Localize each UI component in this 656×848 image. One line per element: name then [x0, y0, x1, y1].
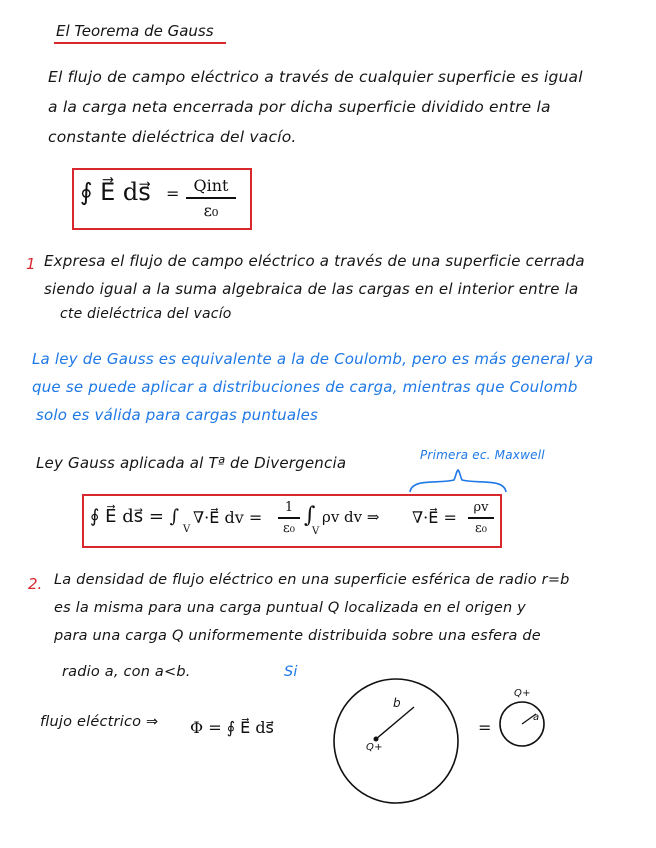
intro-line-1: El flujo de campo eléctrico a través de cualquier superficie es igual [48, 68, 583, 86]
maxwell-brace [408, 468, 508, 494]
intro-line-2: a la carga neta encerrada por dicha superficie dividido entre la [48, 98, 551, 116]
fraction-bar [468, 517, 494, 519]
divergence-fraction-1-den: ε₀ [283, 520, 295, 536]
point-2-line-4: radio a, con a<b. [62, 664, 191, 680]
divergence-fraction-1 [278, 500, 300, 536]
point-1-line-3: cte dieléctrica del vacío [60, 306, 232, 322]
gauss-formula-numerator: Qint [193, 176, 229, 195]
large-sphere-radius [376, 707, 414, 739]
blue-note-line-3: solo es válida para cargas puntuales [36, 406, 319, 424]
small-sphere-diagram [498, 700, 550, 752]
gauss-formula-fraction [186, 176, 236, 220]
divergence-fraction-2 [468, 500, 494, 536]
divergence-fraction-1-num: 1 [284, 500, 294, 515]
divergence-part-5: ∇·E⃗ = [412, 508, 457, 527]
point-2-si: Si [284, 664, 298, 680]
page-title: El Teorema de Gauss [56, 22, 214, 40]
intro-line-3: constante dieléctrica del vacío. [48, 128, 297, 146]
blue-note-line-2: que se puede aplicar a distribuciones de carga, mientras que Coulomb [32, 378, 578, 396]
title-underline [54, 42, 226, 44]
point-2-line-1: La densidad de flujo eléctrico en una superficie esférica de radio r=b [54, 572, 570, 588]
divergence-part-4: ρv dv ⇒ [322, 508, 380, 526]
divergence-part-2: ∇·E⃗ dv = [193, 508, 263, 527]
large-sphere-charge-label: Q+ [366, 742, 383, 753]
divergence-subscript-v2: V [312, 526, 320, 537]
divergence-fraction-2-den: ε₀ [475, 520, 487, 536]
gauss-formula-equals: = [166, 184, 180, 203]
small-sphere-charge-label: Q+ [514, 688, 531, 699]
gauss-formula-denominator: ε₀ [203, 200, 219, 220]
divergence-fraction-2-num: ρv [473, 500, 489, 515]
flux-formula: Φ = ∮ E⃗ ds⃗ [190, 718, 274, 737]
divergence-heading: Ley Gauss aplicada al Tª de Divergencia [36, 454, 347, 472]
fraction-bar [278, 517, 300, 519]
point-1-line-1: Expresa el flujo de campo eléctrico a través de una superficie cerrada [44, 252, 585, 270]
maxwell-note: Primera ec. Maxwell [420, 448, 545, 462]
divergence-part-1: ∮ E⃗ ds⃗ = ∫ [90, 506, 179, 527]
gauss-formula-lhs: ∮ E⃗ ds⃗ [80, 178, 151, 206]
blue-note-line-1: La ley de Gauss es equivalente a la de Coulomb, pero es más general ya [32, 350, 594, 368]
point-1-number: 1 [26, 255, 36, 273]
point-2-line-2: es la misma para una carga puntual Q localizada en el origen y [54, 600, 526, 616]
large-sphere-charge-dot [374, 737, 379, 742]
large-sphere-radius-label: b [393, 696, 401, 710]
point-2-line-3: para una carga Q uniformemente distribuida sobre una esfera de [54, 628, 541, 644]
divergence-subscript-v1: V [183, 524, 191, 535]
divergence-part-3: ∫ [304, 503, 316, 528]
point-1-line-2: siendo igual a la suma algebraica de las cargas en el interior entre la [44, 280, 579, 298]
small-sphere-radius-label: a [533, 712, 540, 723]
flux-label: flujo eléctrico ⇒ [40, 714, 159, 730]
diagram-equals: = [478, 718, 492, 737]
fraction-bar [186, 197, 236, 199]
point-2-number: 2. [28, 575, 43, 593]
